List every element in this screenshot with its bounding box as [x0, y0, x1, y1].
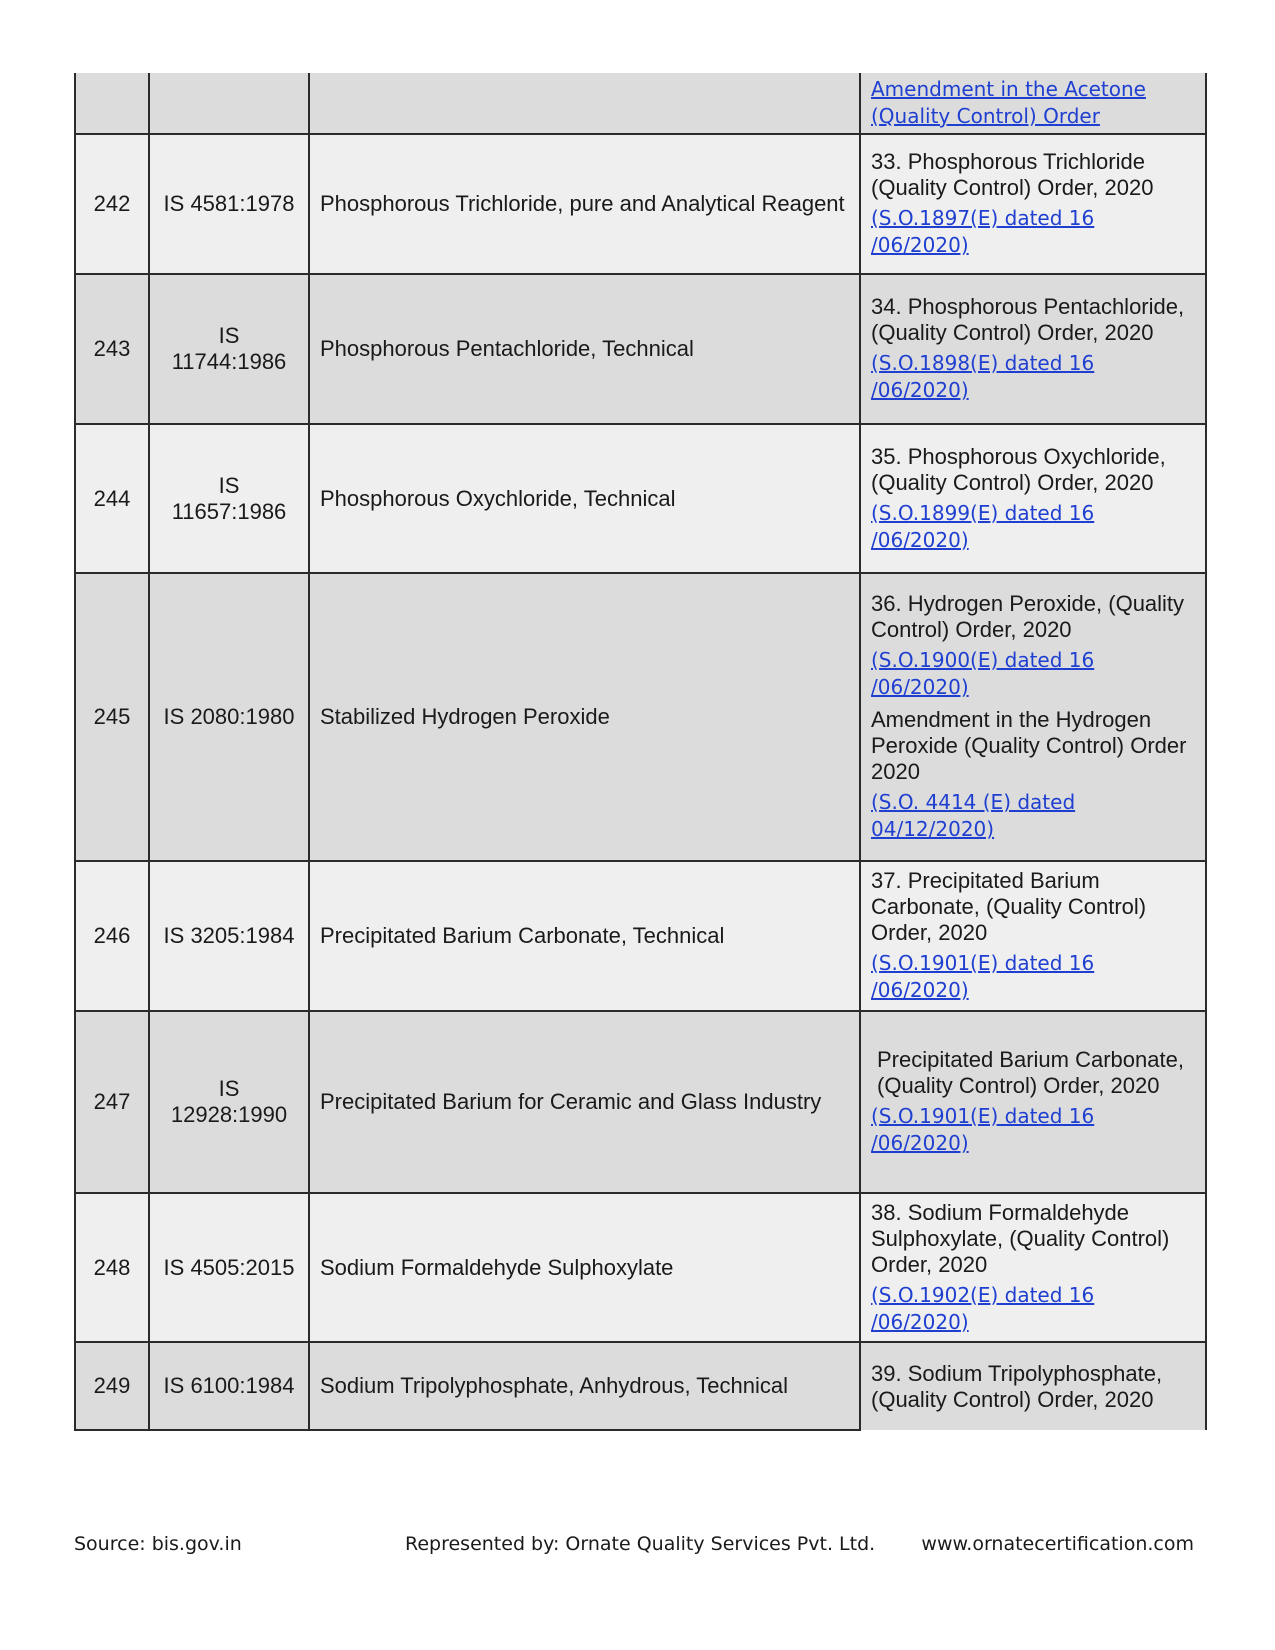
so-notification-link[interactable] [871, 201, 1195, 259]
table-row [75, 573, 1206, 861]
qco-cell [860, 424, 1206, 573]
so-notification-link[interactable] [871, 1099, 1195, 1157]
serial-number-cell: 246 [75, 861, 149, 1011]
footer-source: Source: bis.gov.in [74, 1533, 242, 1555]
so-notification-link[interactable] [871, 1278, 1195, 1336]
is-standard-line: IS [218, 1076, 240, 1101]
is-standard-cell [149, 424, 309, 573]
acetone-amendment-link[interactable]: Amendment in the Acetone (Quality Control) Order [871, 77, 1146, 128]
qco-cell [860, 861, 1206, 1011]
is-standard-cell [149, 573, 309, 861]
is-standard-cell [149, 861, 309, 1011]
is-standard-line: IS 3205:1984 [163, 923, 295, 948]
so-link-line: (S.O.1901(E) dated 16 [871, 1104, 1095, 1128]
serial-number-cell: 249 [75, 1342, 149, 1430]
so-link-line: (S.O.1899(E) dated 16 [871, 500, 1095, 525]
so-amendment-link[interactable] [871, 785, 1195, 843]
is-standard-cell [149, 274, 309, 424]
qco-cell [860, 573, 1206, 861]
so-notification-link[interactable] [871, 496, 1195, 554]
product-name-cell: Stabilized Hydrogen Peroxide [309, 573, 860, 861]
serial-number-cell: 242 [75, 134, 149, 274]
qco-amendment-title: Amendment in the Hydrogen Peroxide (Quality Control) Order 2020 [871, 707, 1187, 784]
so-link-line: /06/2020) [871, 978, 969, 1002]
qco-cell [860, 1342, 1206, 1430]
is-standard-line: IS 4505:2015 [163, 1254, 295, 1280]
qco-order-title: 38. Sodium Formaldehyde Sulphoxylate, (Quality Control) Order, 2020 [871, 1199, 1170, 1277]
is-standard-cell [149, 1011, 309, 1193]
is-standard-line: 11657:1986 [171, 498, 287, 524]
so-notification-link[interactable] [871, 946, 1195, 1004]
is-standard-cell [149, 73, 309, 134]
footer-website: www.ornatecertification.com [921, 1533, 1194, 1555]
serial-number-cell: 245 [75, 573, 149, 861]
is-standard-line: IS [218, 323, 240, 348]
qco-order-title: 33. Phosphorous Trichloride (Quality Control) Order, 2020 [871, 149, 1154, 200]
is-standard-line: IS 2080:1980 [163, 704, 295, 729]
is-standard-cell [149, 1342, 309, 1430]
so-link-line: /06/2020) [871, 527, 969, 552]
so-link-line: /06/2020) [871, 233, 969, 257]
is-standard-cell [149, 134, 309, 274]
product-name-cell: Phosphorous Trichloride, pure and Analytical Reagent [309, 134, 860, 274]
table-row [75, 274, 1206, 424]
is-standard-line: IS [218, 472, 240, 498]
qco-order-title: 34. Phosphorous Pentachloride, (Quality Control) Order, 2020 [871, 294, 1185, 345]
so-notification-link[interactable] [871, 346, 1195, 404]
qco-order-title: 39. Sodium Tripolyphosphate, (Quality Control) Order, 2020 [871, 1360, 1163, 1412]
qco-cell [860, 73, 1206, 134]
so-link-line: 04/12/2020) [871, 817, 995, 841]
table-row [75, 424, 1206, 573]
qco-order-title: 37. Precipitated Barium Carbonate, (Quality Control) Order, 2020 [871, 868, 1147, 945]
is-standard-line: 12928:1990 [170, 1102, 288, 1127]
so-link-line: (S.O.1901(E) dated 16 [871, 951, 1095, 975]
qco-order-title: Precipitated Barium Carbonate, (Quality Control) Order, 2020 [877, 1047, 1184, 1098]
footer-represented-by: Represented by: Ornate Quality Services Pvt. Ltd. [405, 1533, 876, 1555]
qco-cell [860, 134, 1206, 274]
is-standard-line: IS 6100:1984 [163, 1373, 295, 1398]
product-name-cell [309, 73, 860, 134]
product-name-cell: Precipitated Barium for Ceramic and Glass Industry [309, 1011, 860, 1193]
serial-number-cell [75, 73, 149, 134]
serial-number-cell: 244 [75, 424, 149, 573]
is-standard-line: 11744:1986 [171, 349, 287, 374]
product-name-cell: Phosphorous Oxychloride, Technical [309, 424, 860, 573]
table-row [75, 1193, 1206, 1342]
is-standard-cell [149, 1193, 309, 1342]
serial-number-cell: 248 [75, 1193, 149, 1342]
product-name-cell: Precipitated Barium Carbonate, Technical [309, 861, 860, 1011]
qco-cell [860, 1193, 1206, 1342]
product-name-cell: Phosphorous Pentachloride, Technical [309, 274, 860, 424]
serial-number-cell: 247 [75, 1011, 149, 1193]
is-standard-line: IS 4581:1978 [163, 191, 295, 216]
table-row-continuation [75, 73, 1206, 134]
so-link-line: (S.O.1897(E) dated 16 [871, 206, 1095, 230]
so-link-line: (S.O.1900(E) dated 16 [871, 648, 1095, 672]
table-row [75, 861, 1206, 1011]
so-link-line: /06/2020) [871, 378, 969, 402]
so-link-line: (S.O.1898(E) dated 16 [871, 351, 1095, 375]
qco-order-title: 35. Phosphorous Oxychloride, (Quality Control) Order, 2020 [871, 443, 1166, 495]
so-link-line: /06/2020) [871, 675, 969, 699]
qco-order-title: 36. Hydrogen Peroxide, (Quality Control) Order, 2020 [871, 591, 1185, 642]
so-link-line: /06/2020) [871, 1309, 969, 1334]
table-row [75, 1342, 1206, 1430]
table-row [75, 1011, 1206, 1193]
so-notification-link[interactable] [871, 643, 1195, 701]
so-link-line: (S.O. 4414 (E) dated [871, 790, 1076, 814]
table-row [75, 134, 1206, 274]
product-name-cell: Sodium Tripolyphosphate, Anhydrous, Technical [309, 1342, 860, 1430]
serial-number-cell: 243 [75, 274, 149, 424]
so-link-line: /06/2020) [871, 1131, 969, 1155]
so-link-line: (S.O.1902(E) dated 16 [871, 1282, 1095, 1307]
product-name-cell: Sodium Formaldehyde Sulphoxylate [309, 1193, 860, 1342]
page-footer [74, 1533, 1194, 1563]
qco-cell [860, 1011, 1206, 1193]
qco-cell [860, 274, 1206, 424]
quality-control-orders-table [74, 73, 1207, 1431]
